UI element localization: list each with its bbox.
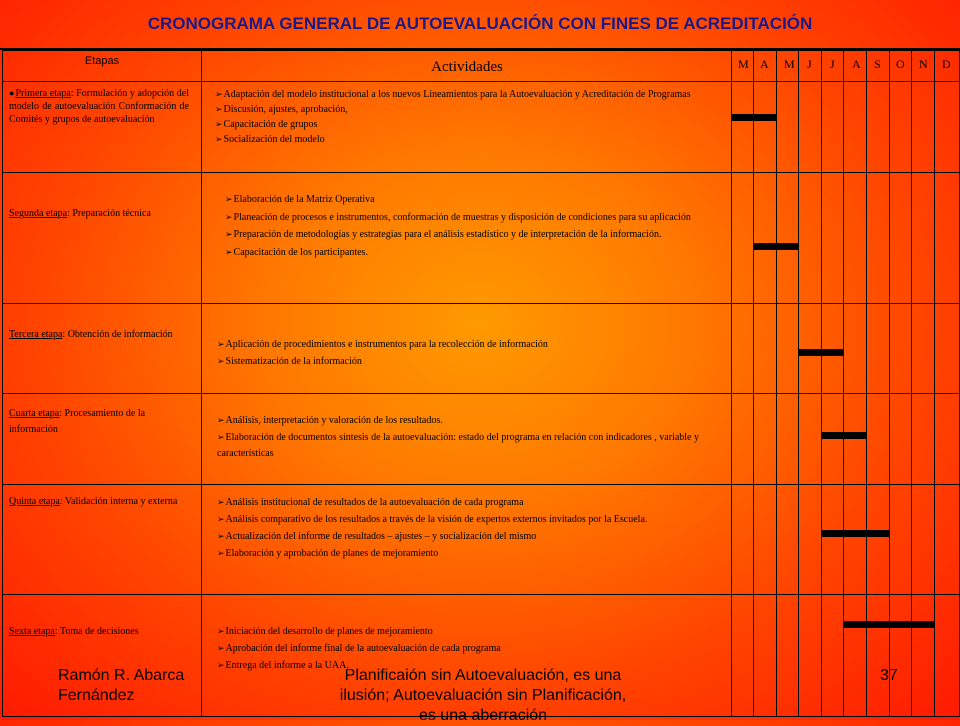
arrow-bullet-icon: ➢ [217, 415, 225, 425]
stage-name: Primera etapa [15, 88, 71, 99]
stage-description: : Validación interna y externa [59, 496, 178, 507]
activity-item: ➢Aprobación del informe final de la autoevaluación de cada programa [217, 640, 717, 657]
arrow-bullet-icon: ➢ [217, 548, 225, 558]
divider [798, 51, 799, 716]
arrow-bullet-icon: ➢ [217, 514, 225, 524]
activity-item: ➢Entrega del informe a la UAA. [217, 657, 717, 674]
activity-item: ➢Preparación de metodologías y estrategias para el análisis estadístico y de interpretación de la información. [225, 226, 715, 244]
stage-name: Tercera etapa [9, 329, 63, 340]
stage-2-label [9, 207, 189, 220]
divider [3, 484, 959, 485]
schedule-bar-stage-3 [798, 349, 843, 356]
activity-item: ➢Adaptación del modelo institucional a los nuevos Lineamientos para la Autoevaluación y Acreditación de Programas [215, 89, 691, 100]
bullet-icon: ● [9, 88, 15, 98]
arrow-bullet-icon: ➢ [217, 356, 225, 366]
arrow-bullet-icon: ➢ [225, 246, 233, 257]
schedule-bar-stage-1 [731, 114, 776, 121]
activity-item: ➢Elaboración de la Matriz Operativa [225, 191, 715, 209]
month-label: A [760, 57, 769, 71]
schedule-bar-stage-4 [821, 432, 866, 439]
divider [889, 51, 890, 716]
header-etapas: Etapas [84, 55, 120, 67]
divider [911, 51, 912, 716]
stage-name: Quinta etapa [9, 496, 60, 507]
stage-name: Segunda etapa [9, 208, 68, 219]
stage-description: : Obtención de información [62, 329, 173, 340]
activity-item: ➢Discusión, ajustes, aprobación, [215, 104, 348, 115]
arrow-bullet-icon: ➢ [225, 211, 233, 222]
stage-3-label [9, 328, 189, 341]
month-label: D [942, 57, 951, 71]
schedule-bar-stage-5 [821, 530, 889, 537]
activity-item: ➢Iniciación del desarrollo de planes de mejoramiento [217, 623, 717, 640]
divider [753, 51, 754, 716]
arrow-bullet-icon: ➢ [217, 660, 225, 670]
divider [3, 303, 959, 304]
month-label: A [852, 57, 861, 71]
stage-5-label [9, 494, 189, 509]
divider [3, 594, 959, 595]
activity-item: ➢Actualización del informe de resultados – ajustes – y socialización del mismo [217, 528, 717, 545]
divider [3, 393, 959, 394]
stage-1-label [9, 87, 189, 126]
footer-author: Ramón R. Abarca Fernández [58, 667, 185, 704]
arrow-bullet-icon: ➢ [225, 229, 233, 239]
activity-item: ➢Planeación de procesos e instrumentos, conformación de muestras y disposición de condiciones para su aplicación [225, 209, 715, 227]
month-label: M [738, 57, 749, 71]
arrow-bullet-icon: ➢ [217, 432, 225, 442]
arrow-bullet-icon: ➢ [217, 497, 225, 507]
stage-name: Cuarta etapa [9, 408, 60, 419]
stage-description: : Formulación y adopción del modelo de autoevaluación Conformación de Comités y grupos de autoevaluación [9, 88, 189, 125]
month-label: J [807, 57, 812, 71]
schedule-bar-stage-6 [843, 621, 934, 628]
stage-name: Sexta etapa [9, 626, 55, 637]
activity-item: ➢Socialización del modelo [215, 134, 325, 145]
divider [934, 51, 935, 716]
stage-4-label [9, 406, 189, 438]
footer-quote: Planificaión sin Autoevaluación, es una ilusión; Autoevaluación sin Planificación, es una aberración [339, 667, 627, 724]
stage-4-activities [217, 412, 717, 462]
arrow-bullet-icon: ➢ [215, 134, 223, 144]
arrow-bullet-icon: ➢ [215, 104, 223, 114]
activity-item: ➢Aplicación de procedimientos e instrumentos para la recolección de información [217, 336, 717, 353]
divider [843, 51, 844, 716]
header-actividades: Actividades [431, 59, 503, 75]
arrow-bullet-icon: ➢ [215, 89, 223, 99]
month-label: S [874, 57, 881, 71]
arrow-bullet-icon: ➢ [217, 531, 225, 541]
activity-item: ➢Capacitación de grupos [215, 119, 318, 130]
activity-item: ➢Elaboración y aprobación de planes de mejoramiento [217, 545, 717, 562]
month-label: N [919, 57, 928, 71]
slide-title: CRONOGRAMA GENERAL DE AUTOEVALUACIÓN CON FINES DE ACREDITACIÓN [0, 0, 960, 50]
stage-5-activities [217, 494, 717, 562]
page-number: 37 [880, 667, 898, 684]
divider [3, 81, 959, 82]
stage-description: : Preparación técnica [67, 208, 151, 219]
arrow-bullet-icon: ➢ [217, 339, 225, 349]
activity-item: ➢Capacitación de los participantes. [225, 244, 715, 262]
schedule-table [2, 50, 960, 717]
activity-item: ➢Análisis, interpretación y valoración de los resultados. [217, 412, 717, 429]
arrow-bullet-icon: ➢ [217, 643, 225, 653]
divider [821, 51, 822, 716]
arrow-bullet-icon: ➢ [225, 194, 233, 204]
divider [866, 51, 867, 716]
stage-6-label [9, 624, 189, 639]
activity-item: ➢Análisis comparativo de los resultados a través de la visión de expertos externos invitados por la Escuela. [217, 511, 717, 528]
divider [776, 51, 777, 716]
activity-item: ➢Análisis institucional de resultados de la autoevaluación de cada programa [217, 494, 717, 511]
stage-2-activities [225, 191, 715, 261]
stage-1-activities [215, 87, 715, 147]
schedule-bar-stage-2 [753, 243, 798, 250]
stage-description: : Procesamiento de la información [9, 408, 146, 435]
month-label: O [896, 57, 905, 71]
divider [3, 172, 959, 173]
activity-item: ➢Elaboración de documentos síntesis de la autoevaluación: estado del programa en relación con indicadores , variable y características [217, 429, 717, 462]
divider [731, 51, 732, 716]
month-label: M [784, 57, 795, 71]
stage-3-activities [217, 336, 717, 370]
stage-description: : Toma de decisiones [54, 626, 139, 637]
arrow-bullet-icon: ➢ [215, 119, 223, 129]
arrow-bullet-icon: ➢ [217, 626, 225, 636]
month-label: J [830, 57, 835, 71]
divider [201, 51, 202, 716]
activity-item: ➢Sistematización de la información [217, 353, 717, 370]
